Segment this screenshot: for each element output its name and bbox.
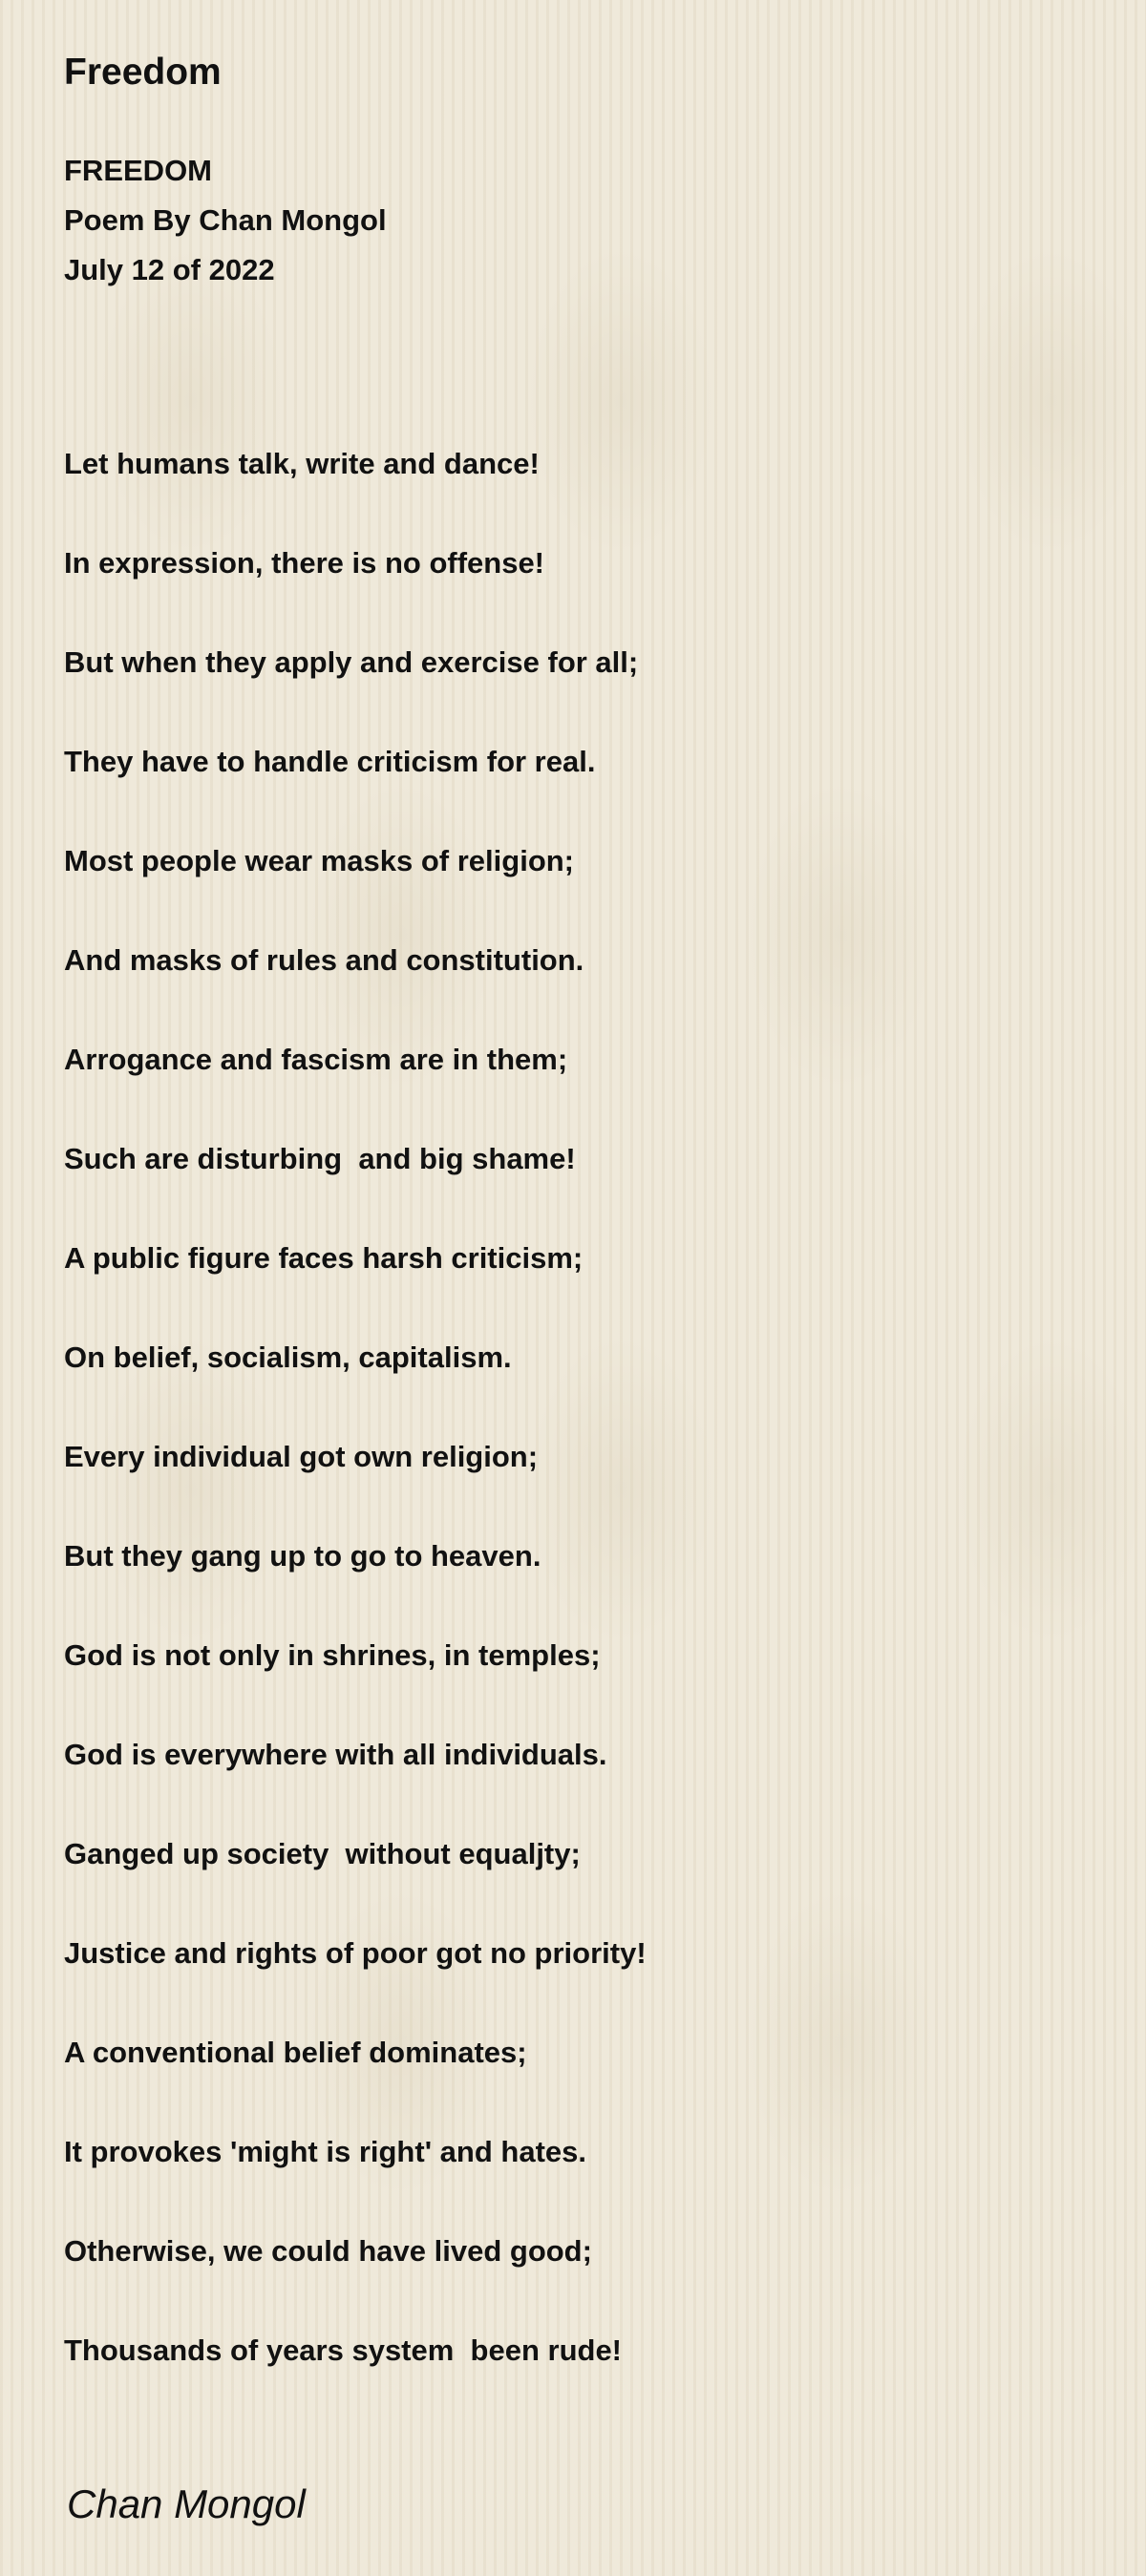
poem-line: Every individual got own religion; xyxy=(64,1440,539,1473)
poem-line: A public figure faces harsh criticism; xyxy=(64,1241,584,1275)
poem-line: Arrogance and fascism are in them; xyxy=(64,1043,568,1076)
poem-line: But they gang up to go to heaven. xyxy=(64,1539,541,1573)
author-signature: Chan Mongol xyxy=(67,2481,306,2526)
poem-line: But when they apply and exercise for all; xyxy=(64,645,639,679)
poem-line: Such are disturbing and big shame! xyxy=(64,1142,576,1175)
poem-line: Otherwise, we could have lived good; xyxy=(64,2234,592,2268)
poem-line: God is not only in shrines, in temples; xyxy=(64,1638,601,1672)
poem-line: On belief, socialism, capitalism. xyxy=(64,1341,512,1374)
poem-date: July 12 of 2022 xyxy=(64,253,275,286)
page-title: Freedom xyxy=(64,52,222,93)
poem-line: And masks of rules and constitution. xyxy=(64,943,584,977)
poem-line: In expression, there is no offense! xyxy=(64,546,545,580)
poem-line: Let humans talk, write and dance! xyxy=(64,447,540,480)
poem-byline: Poem By Chan Mongol xyxy=(64,203,387,237)
poem-line: A conventional belief dominates; xyxy=(64,2036,527,2069)
poem-header xyxy=(64,146,387,295)
poem-line: Justice and rights of poor got no priority! xyxy=(64,1936,647,1970)
poem-line: God is everywhere with all individuals. xyxy=(64,1738,607,1771)
poem-line: It provokes 'might is right' and hates. xyxy=(64,2135,586,2168)
poem-body xyxy=(64,439,647,2425)
poem-line: Ganged up society without equaljty; xyxy=(64,1837,581,1870)
poem-line: They have to handle criticism for real. xyxy=(64,745,596,778)
poem-line: Thousands of years system been rude! xyxy=(64,2333,623,2367)
poem-line: Most people wear masks of religion; xyxy=(64,844,575,877)
poem-heading: FREEDOM xyxy=(64,154,212,187)
